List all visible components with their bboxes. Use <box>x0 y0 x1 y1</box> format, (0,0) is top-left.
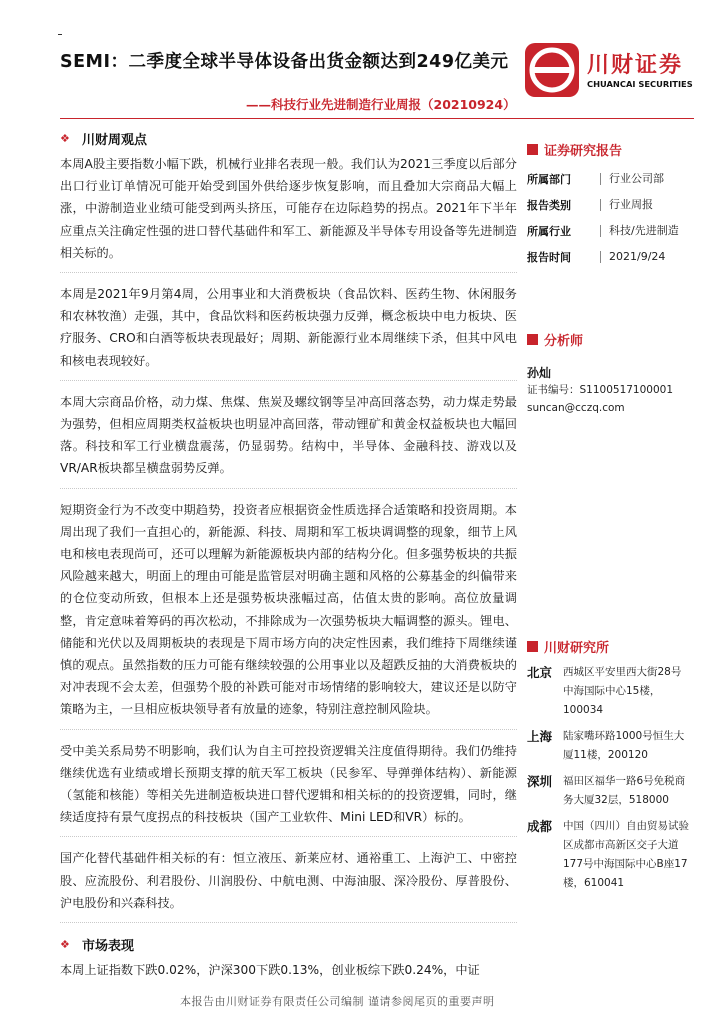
sidebar-section-header <box>527 138 702 160</box>
section-header <box>60 933 517 955</box>
square-bullet-icon <box>527 334 538 345</box>
section-market-performance <box>60 933 517 981</box>
paragraph: 本周A股主要指数小幅下跌，机械行业排名表现一般。我们认为2021三季度以后部分出口行业订单情况可能开始受到国外供给逐步恢复影响，而且叠加大宗商品大幅上涨，中游制造业业绩可能受到两头挤压，可能存在边际趋势的拐点。2021年下半年应重点关注确定性强的进口替代基础件和军工、新能源及半导体专用设备等先进制造相关标的。 <box>60 157 517 260</box>
paragraph: 本周上证指数下跌0.02%，沪深300下跌0.13%，创业板综下跌0.24%，中证 <box>60 963 480 978</box>
info-label: 报告类别 <box>527 199 571 212</box>
info-label: 所属部门 <box>527 173 571 186</box>
chuancai-logo-icon <box>524 42 580 98</box>
paragraph: 短期资金行为不改变中期趋势，投资者应根据资金性质选择合适策略和投资周期。本周出现了我们一直担心的，新能源、科技、周期和军工板块调调整的现象，细节上风电和核电表现尚可，还可以理解为新能源板块内部的结构分化。但多强势板块的共振风险越来越大，明面上的理由可能是监管层对明确主题和风格的公募基金的纠偏带来的仓位变动所致，但根本上还是强势板块涨幅过高，估值太贵的影响。高位放量调整，肯定意味着筹码的再次松动，不排除成为一次强势板块大幅调整的源头。锂电、储能和光伏以及周期板块的表现是下周市场方向的决定性因素，我们维持下周继续谨慎的观点。虽然指数的压力可能有继续较强的公用事业以及超跌反抽的大消费板块的对冲表现不会太差，但强势个股的补跌可能对市场情绪的影响较大，建议还是以防守策略为主，一旦相应板块领导者有放量的迹象，特别注意控制风险块。 <box>60 502 517 717</box>
square-bullet-icon <box>527 144 538 155</box>
office-city: 成都 <box>527 819 553 834</box>
info-row <box>527 192 702 218</box>
paragraph: 受中美关系局势不明影响，我们认为自主可控投资逻辑关注度值得期待。我们仍维持继续优选有业绩或增长预期支撑的航天军工板块（民参军、导弹弹体结构）、新能源（氢能和核能）等相关先进制造板块进口替代逻辑和相关标的的投资逻辑，同时，继续适度持有景气度拐点的科技板块（国产工业软件、Mini LED和VR）标的。 <box>60 743 517 825</box>
paragraph-block <box>60 283 517 381</box>
info-row <box>527 218 702 244</box>
analyst-cert: 证书编号：S1100517100001 <box>527 384 674 396</box>
section-header <box>60 127 517 149</box>
info-label: 所属行业 <box>527 225 571 238</box>
office-row <box>527 772 702 810</box>
info-label: 报告时间 <box>527 251 571 264</box>
info-value: 科技/先进制造 <box>600 225 679 237</box>
office-address: 陆家嘴环路1000号恒生大厦11楼，200120 <box>563 730 685 761</box>
square-bullet-icon <box>527 641 538 652</box>
report-subtitle: ——科技行业先进制造行业周报（20210924） <box>246 97 516 112</box>
report-title: SEMI：二季度全球半导体设备出货金额达到249亿美元 <box>60 52 509 72</box>
paragraph: 本周大宗商品价格，动力煤、焦煤、焦炭及螺纹钢等呈冲高回落态势，动力煤走势最为强势，但相应周期类权益板块也明显冲高回落，带动锂矿和黄金权益板块也大幅回落。科技和军工行业横盘震荡，仍显弱势。结构中，半导体、金融科技、游戏以及VR/AR板块都呈横盘弱势反弹。 <box>60 394 517 476</box>
info-value: 行业周报 <box>600 199 653 211</box>
office-address: 中国（四川）自由贸易试验区成都市高新区交子大道177号中海国际中心B座17楼，610041 <box>563 820 689 889</box>
info-row <box>527 166 702 192</box>
office-city: 北京 <box>527 665 553 680</box>
page-corner-mark <box>58 34 62 35</box>
analyst-name: 孙灿 <box>527 366 552 380</box>
info-value: 行业公司部 <box>600 173 664 185</box>
paragraph-block <box>60 847 517 923</box>
section-weekly-view <box>60 127 517 923</box>
sidebar-section-title: 证券研究报告 <box>544 143 623 159</box>
office-address: 福田区福华一路6号免税商务大厦32层，518000 <box>563 775 686 806</box>
paragraph: 本周是2021年9月第4周，公用事业和大消费板块（食品饮料、医药生物、休闲服务和农林牧渔）走强，其中，食品饮料和医药板块强力反弹，概念板块中电力板块、医疗服务、CRO和白酒等板块表现最好；周期、新能源行业本周继续下杀，但其中风电和核电表现较好。 <box>60 287 517 368</box>
paragraph: 国产化替代基础件相关标的有：恒立液压、新莱应材、通裕重工、上海沪工、中密控股、应流股份、利君股份、川润股份、中航电测、中海油服、深冷股份、厚普股份、沪电股份和兴森科技。 <box>60 851 517 910</box>
section-title: 川财周观点 <box>82 132 148 148</box>
sidebar <box>527 138 702 900</box>
office-city: 深圳 <box>527 774 553 789</box>
office-city: 上海 <box>527 729 553 744</box>
header-divider <box>60 118 694 119</box>
main-content <box>60 127 517 981</box>
analyst-email[interactable]: suncan@cczq.com <box>527 402 625 414</box>
logo-name-cn: 川财证券 <box>587 53 684 78</box>
info-value: 2021/9/24 <box>600 251 665 263</box>
paragraph-block <box>60 740 517 838</box>
footer-disclaimer: 本报告由川财证券有限责任公司编制 谨请参阅尾页的重要声明 <box>180 995 495 1008</box>
office-row <box>527 817 702 893</box>
section-title: 市场表现 <box>82 938 135 954</box>
paragraph-block <box>60 391 517 489</box>
office-address: 西城区平安里西大街28号中海国际中心15楼，100034 <box>563 666 682 716</box>
diamond-bullet-icon: ❖ <box>60 131 70 145</box>
logo-name-en: CHUANCAI SECURITIES <box>587 79 693 89</box>
office-row <box>527 727 702 765</box>
sidebar-section-header <box>527 328 702 350</box>
info-row <box>527 244 702 270</box>
paragraph-block <box>60 153 517 273</box>
sidebar-section-title: 分析师 <box>544 333 584 349</box>
diamond-bullet-icon: ❖ <box>60 937 70 951</box>
sidebar-section-header <box>527 635 702 657</box>
sidebar-section-title: 川财研究所 <box>544 640 610 656</box>
office-row <box>527 663 702 720</box>
paragraph-block <box>60 499 517 730</box>
